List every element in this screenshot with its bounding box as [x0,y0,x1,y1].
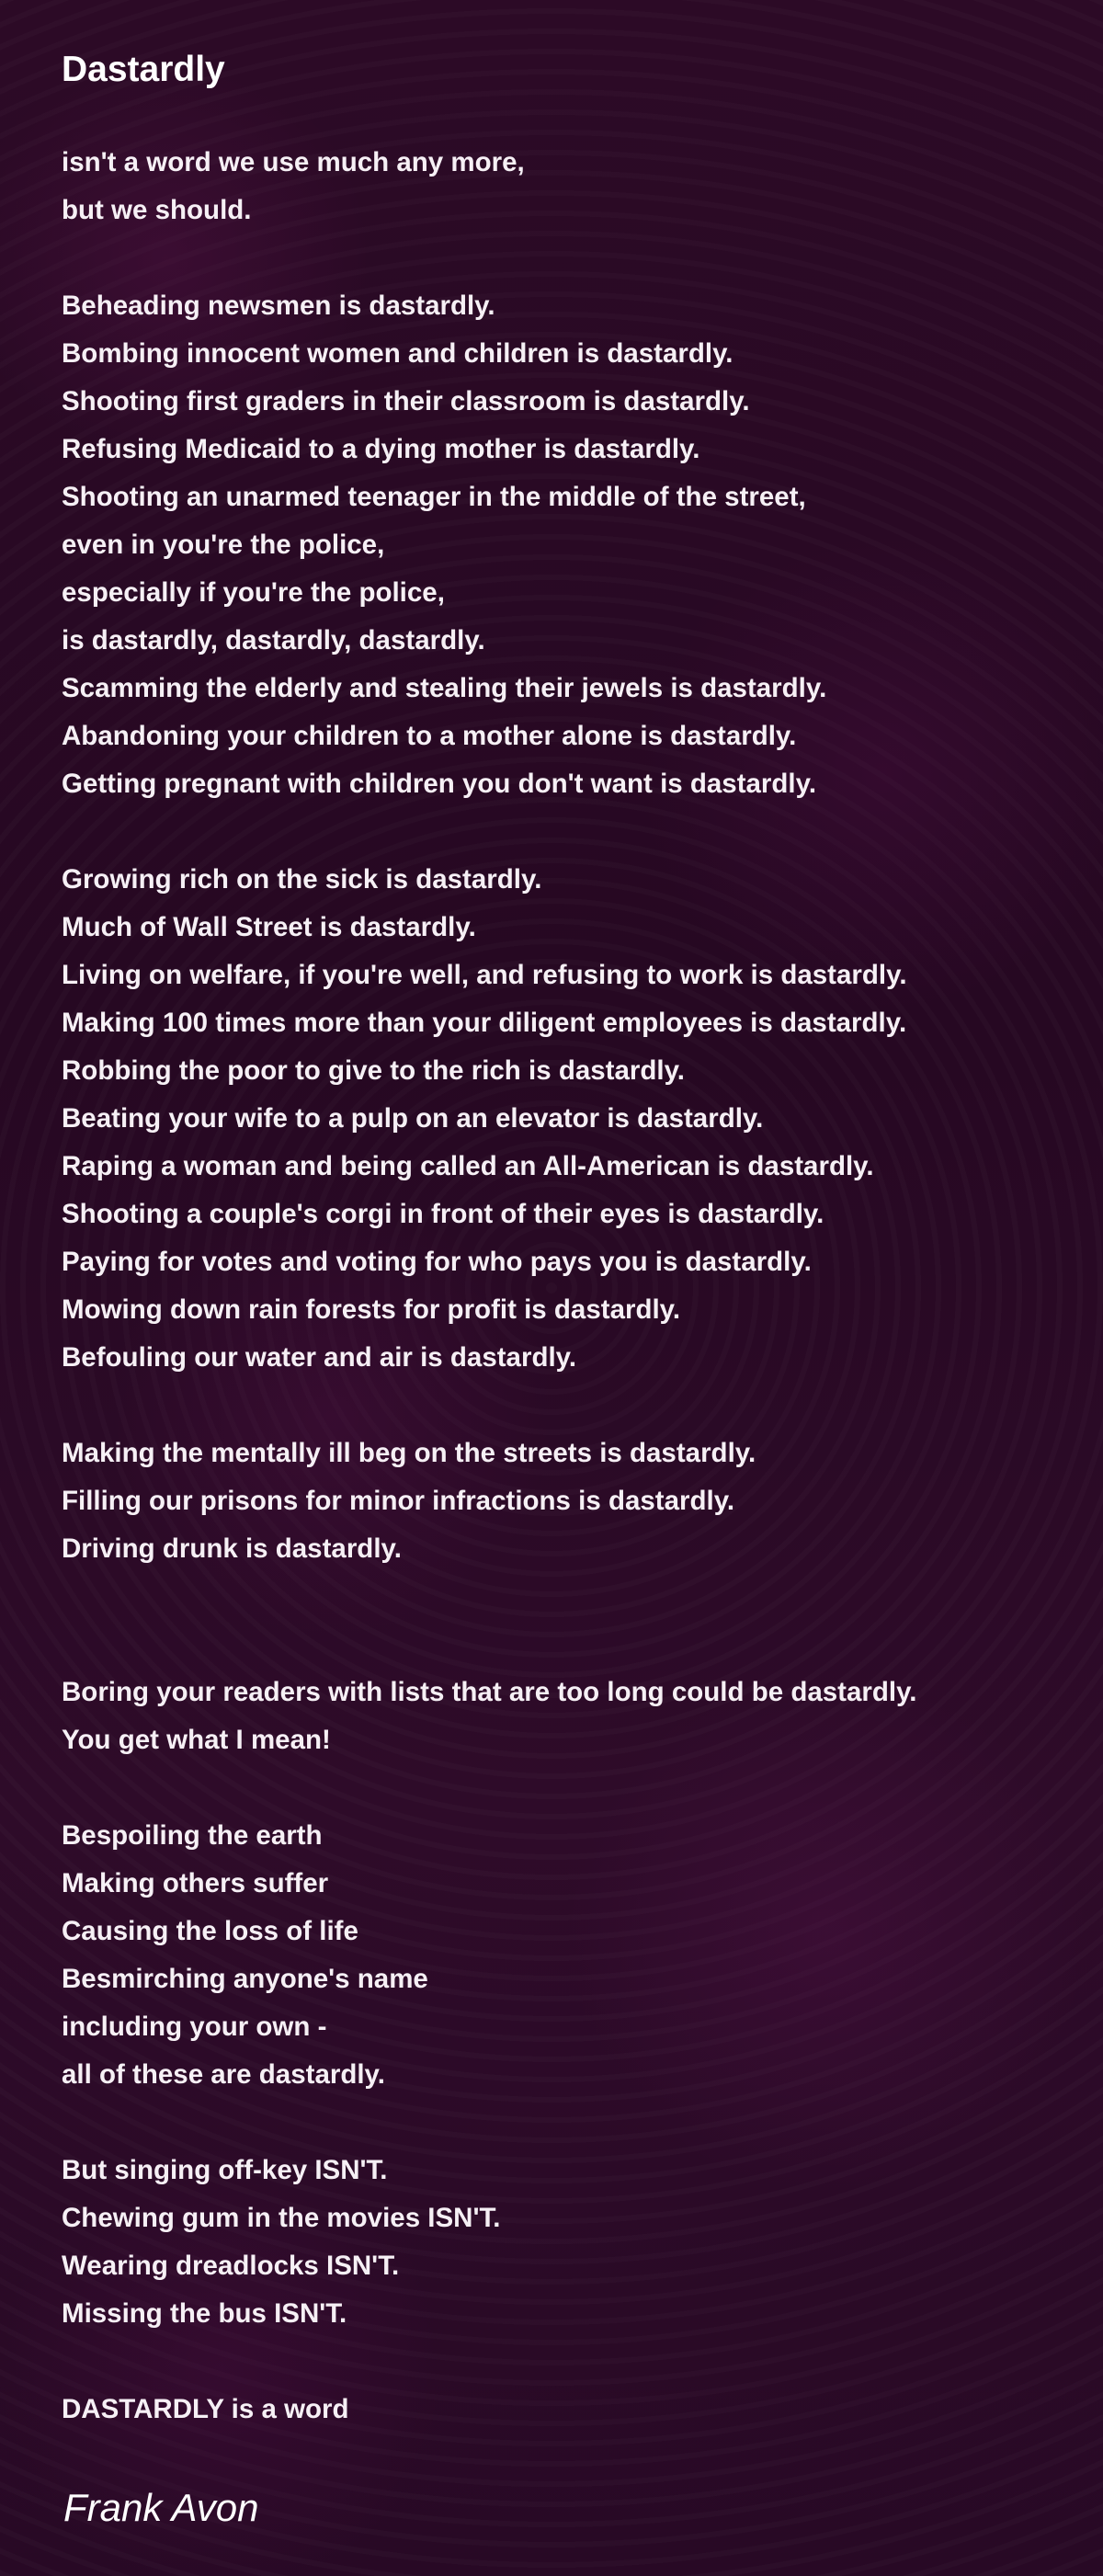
stanza-break [62,1573,1082,1621]
poem-line: Mowing down rain forests for profit is dastardly. [62,1294,681,1325]
poem-line: Scamming the elderly and stealing their jewels is dastardly. [62,673,827,703]
poem-line: Shooting first graders in their classroom is dastardly. [62,386,750,416]
poem-line: Wearing dreadlocks ISN'T. [62,2251,400,2281]
poem-line: Filling our prisons for minor infractions is dastardly. [62,1486,735,1516]
poem-line: DASTARDLY is a word [62,2394,349,2424]
poem-line: Bombing innocent women and children is dastardly. [62,338,733,369]
poem-line: Refusing Medicaid to a dying mother is dastardly. [62,434,700,464]
stanza-break [62,2338,1082,2386]
poem-body [62,139,1082,2434]
poem-title: Dastardly [62,50,225,89]
poem-line: Befouling our water and air is dastardly. [62,1342,577,1373]
poem-line: But singing off-key ISN'T. [62,2155,388,2185]
stanza-break [62,2099,1082,2147]
stanza-break [62,1764,1082,1812]
stanza-break [62,234,1082,282]
poem-line: Paying for votes and voting for who pays you is dastardly. [62,1247,812,1277]
poem-line: Making the mentally ill beg on the streets is dastardly. [62,1438,756,1468]
poem-line: Growing rich on the sick is dastardly. [62,864,542,895]
poem-line: Making 100 times more than your diligent employees is dastardly. [62,1008,907,1038]
poem-line: including your own - [62,2012,327,2042]
poem-line: all of these are dastardly. [62,2059,385,2090]
poem-line: Much of Wall Street is dastardly. [62,912,476,942]
poem-line: but we should. [62,195,252,225]
poem-line: Shooting an unarmed teenager in the middle of the street, [62,482,806,512]
poem-line: is dastardly, dastardly, dastardly. [62,625,485,655]
poem-line: Living on welfare, if you're well, and refusing to work is dastardly. [62,960,907,990]
poem-line: Besmirching anyone's name [62,1964,428,1994]
stanza-break [62,1621,1082,1669]
poem-line: Robbing the poor to give to the rich is dastardly. [62,1055,685,1086]
poem-line: Beating your wife to a pulp on an elevator is dastardly. [62,1103,764,1134]
poem-line: Chewing gum in the movies ISN'T. [62,2203,501,2233]
poem-line: Driving drunk is dastardly. [62,1533,402,1564]
poem-line: Shooting a couple's corgi in front of their eyes is dastardly. [62,1199,824,1229]
stanza-break [62,1382,1082,1430]
poem-line: Beheading newsmen is dastardly. [62,291,495,321]
stanza-break [62,808,1082,856]
poem-line: Bespoiling the earth [62,1820,323,1851]
poem-line: Making others suffer [62,1868,329,1898]
poem-line: Causing the loss of life [62,1916,358,1946]
poem-line: isn't a word we use much any more, [62,147,525,177]
poem-author: Frank Avon [63,2486,259,2529]
poem-line: even in you're the police, [62,530,385,560]
poem-line: especially if you're the police, [62,577,445,608]
poem-line: Raping a woman and being called an All-American is dastardly. [62,1151,874,1181]
poem-line: Abandoning your children to a mother alone is dastardly. [62,721,797,751]
poem-line: Missing the bus ISN'T. [62,2298,347,2329]
poem-line: Boring your readers with lists that are too long could be dastardly. [62,1677,917,1707]
poem-line: You get what I mean! [62,1725,331,1755]
poem-line: Getting pregnant with children you don't want is dastardly. [62,769,817,799]
